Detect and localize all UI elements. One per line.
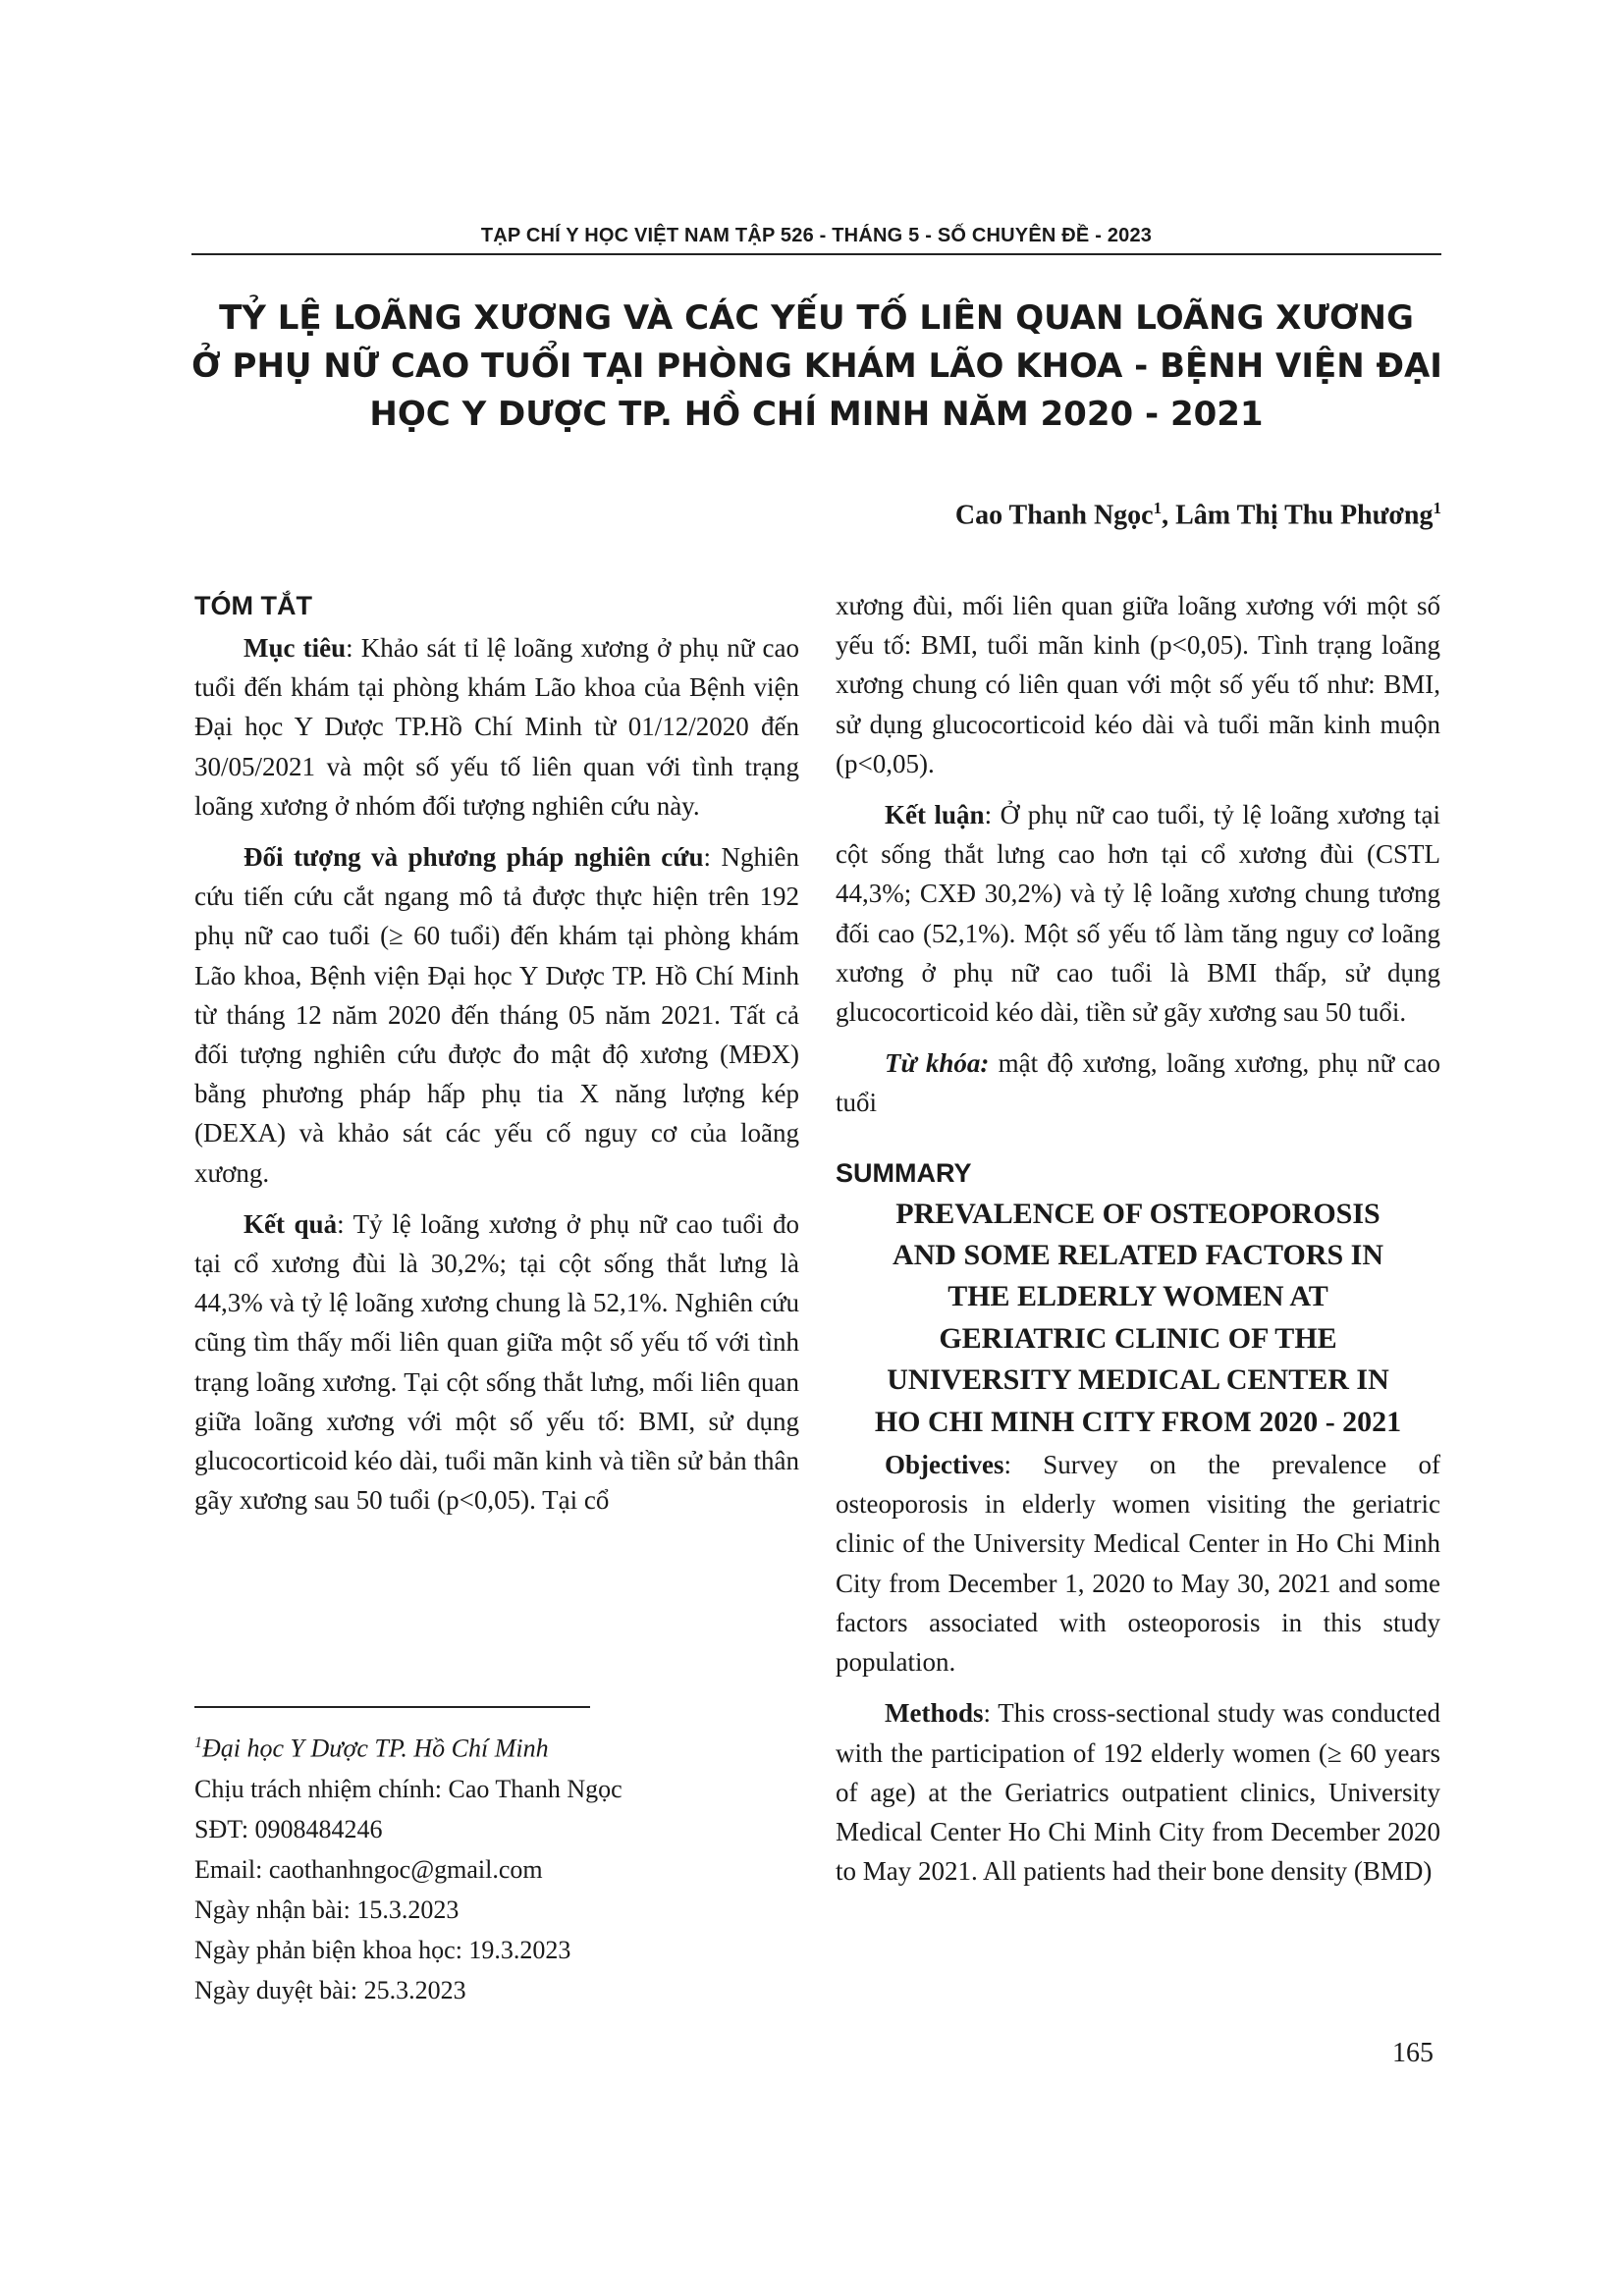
- abstract-objective: [194, 628, 799, 826]
- footnote-accepted: Ngày duyệt bài: 25.3.2023: [194, 1975, 466, 2004]
- abstract-results-continued: xương đùi, mối liên quan giữa loãng xương với một số yếu tố: BMI, tuổi mãn kinh (p<0,05). Tình trạng loãng xương chung có liên quan với một số yếu tố như: BMI, sử dụng glucocorticoid kéo dài và tuổi mãn kinh muộn (p<0,05).: [836, 591, 1440, 778]
- summary-title-line: HO CHI MINH CITY FROM 2020 - 2021: [874, 1405, 1402, 1438]
- summary-title-line: UNIVERSITY MEDICAL CENTER IN: [887, 1363, 1389, 1397]
- affiliation-text: Đại học Y Dược TP. Hồ Chí Minh: [202, 1734, 549, 1763]
- abstract-heading: TÓM TẮT: [194, 591, 312, 620]
- page-number: 165: [1392, 2038, 1434, 2068]
- summary-title-line: GERIATRIC CLINIC OF THE: [939, 1321, 1337, 1355]
- left-column: [194, 589, 799, 1520]
- summary-objectives: [836, 1445, 1440, 1682]
- author-separator: ,: [1162, 500, 1176, 531]
- abstract-results: [194, 1204, 799, 1521]
- header-rule: [191, 253, 1441, 255]
- objective-text: : Khảo sát tỉ lệ loãng xương ở phụ nữ cao tuổi đến khám tại phòng khám Lão khoa của Bệnh viện Đại học Y Dược TP.Hồ Chí Minh từ 01/12/2020 đến 30/05/2021 và một số yếu tố liên quan với tình trạng loãng xương ở nhóm đối tượng nghiên cứu này.: [194, 633, 799, 821]
- footnote-reviewed: Ngày phản biện khoa học: 19.3.2023: [194, 1935, 571, 1964]
- keywords-text: mật độ xương, loãng xương, phụ nữ cao tuổi: [836, 1048, 1440, 1118]
- affiliation-mark: 1: [194, 1735, 202, 1751]
- footnote-phone: SĐT: 0908484246: [194, 1814, 383, 1843]
- conclusion-text: : Ở phụ nữ cao tuổi, tỷ lệ loãng xương tại cột sống thắt lưng cao hơn tại cổ xương đùi (CSTL 44,3%; CXĐ 30,2%) và tỷ lệ loãng xương chung tương đối cao (52,1%). Một số yếu tố làm tăng nguy cơ loãng xương ở phụ nữ cao tuổi là BMI thấp, sử dụng glucocorticoid kéo dài, tiền sử gãy xương sau 50 tuổi.: [836, 800, 1441, 1028]
- results-label: Kết quả: [244, 1208, 338, 1239]
- title-line: HỌC Y DƯỢC TP. HỒ CHÍ MINH NĂM 2020 - 2021: [369, 395, 1264, 434]
- summary-title: [836, 1194, 1440, 1443]
- abstract-keywords: [836, 1043, 1440, 1122]
- footnote-email: Email: caothanhngoc@gmail.com: [194, 1854, 543, 1884]
- footnote-received: Ngày nhận bài: 15.3.2023: [194, 1895, 460, 1924]
- summary-methods: [836, 1693, 1440, 1891]
- summary-methods-label: Methods: [885, 1698, 984, 1729]
- author-name: Cao Thanh Ngọc: [954, 500, 1154, 531]
- footnote-rule: [194, 1706, 590, 1708]
- summary-methods-text: : This cross-sectional study was conducted with the participation of 192 elderly women (≥ 60 years of age) at the Geriatrics outpatient clinics, University Medical Center Ho Chi Minh City from December 2020 to May 2021. All patients had their bone density (BMD): [836, 1698, 1440, 1887]
- methods-label: Đối tượng và phương pháp nghiên cứu: [244, 842, 704, 873]
- footnote: [194, 1723, 803, 2010]
- methods-text: : Nghiên cứu tiến cứu cắt ngang mô tả được thực hiện trên 192 phụ nữ cao tuổi (≥ 60 tuổi) đến khám tại phòng khám Lão khoa, Bệnh viện Đại học Y Dược TP. Hồ Chí Minh từ tháng 12 năm 2020 đến tháng 05 năm 2021. Tất cả đối tượng nghiên cứu được đo mật độ xương (MĐX) bằng phương pháp hấp phụ tia X năng lượng kép (DEXA) và khảo sát các yếu cố nguy cơ của loãng xương.: [194, 842, 799, 1188]
- keywords-label: Từ khóa:: [885, 1048, 990, 1079]
- right-column: [836, 586, 1440, 1891]
- objective-label: Mục tiêu: [244, 633, 347, 663]
- summary-heading: SUMMARY: [836, 1157, 972, 1188]
- title-line: TỶ LỆ LOÃNG XƯƠNG VÀ CÁC YẾU TỐ LIÊN QUAN LOÃNG XƯƠNG: [219, 298, 1414, 338]
- affiliation-mark: 1: [1153, 499, 1163, 517]
- summary-title-line: THE ELDERLY WOMEN AT: [947, 1280, 1328, 1313]
- summary-title-line: PREVALENCE OF OSTEOPOROSIS: [895, 1197, 1380, 1230]
- footnote-corresponding: Chịu trách nhiệm chính: Cao Thanh Ngọc: [194, 1774, 623, 1803]
- author-name: Lâm Thị Thu Phương: [1175, 500, 1434, 531]
- objectives-text: : Survey on the prevalence of osteoporosis in elderly women visiting the geriatric clinic of the University Medical Center in Ho Chi Minh City from December 1, 2020 to May 30, 2021 and some factors associated with osteoporosis in this study population.: [836, 1450, 1440, 1678]
- footnote-affiliation: [194, 1723, 803, 1769]
- author-list: [955, 499, 1441, 531]
- summary-title-line: AND SOME RELATED FACTORS IN: [892, 1239, 1384, 1272]
- article-title: [191, 294, 1441, 439]
- results-text: : Tỷ lệ loãng xương ở phụ nữ cao tuổi đo tại cổ xương đùi là 30,2%; tại cột sống thắt lưng là 44,3% và tỷ lệ loãng xương chung là 52,1%. Nghiên cứu cũng tìm thấy mối liên quan giữa một số yếu tố với tình trạng loãng xương. Tại cột sống thắt lưng, mối liên quan giữa loãng xương với một số yếu tố: BMI, sử dụng glucocorticoid kéo dài, tuổi mãn kinh và tiền sử bản thân gãy xương sau 50 tuổi (p<0,05). Tại cổ: [194, 1208, 799, 1516]
- journal-running-header: TẠP CHÍ Y HỌC VIỆT NAM TẬP 526 - THÁNG 5 - SỐ CHUYÊN ĐỀ - 2023: [480, 225, 1153, 246]
- affiliation-mark: 1: [1433, 499, 1441, 517]
- abstract-methods: [194, 837, 799, 1193]
- objectives-label: Objectives: [885, 1450, 1004, 1480]
- title-line: Ở PHỤ NỮ CAO TUỔI TẠI PHÒNG KHÁM LÃO KHOA - BỆNH VIỆN ĐẠI: [191, 347, 1442, 386]
- conclusion-label: Kết luận: [885, 800, 985, 830]
- abstract-conclusion: [836, 795, 1440, 1032]
